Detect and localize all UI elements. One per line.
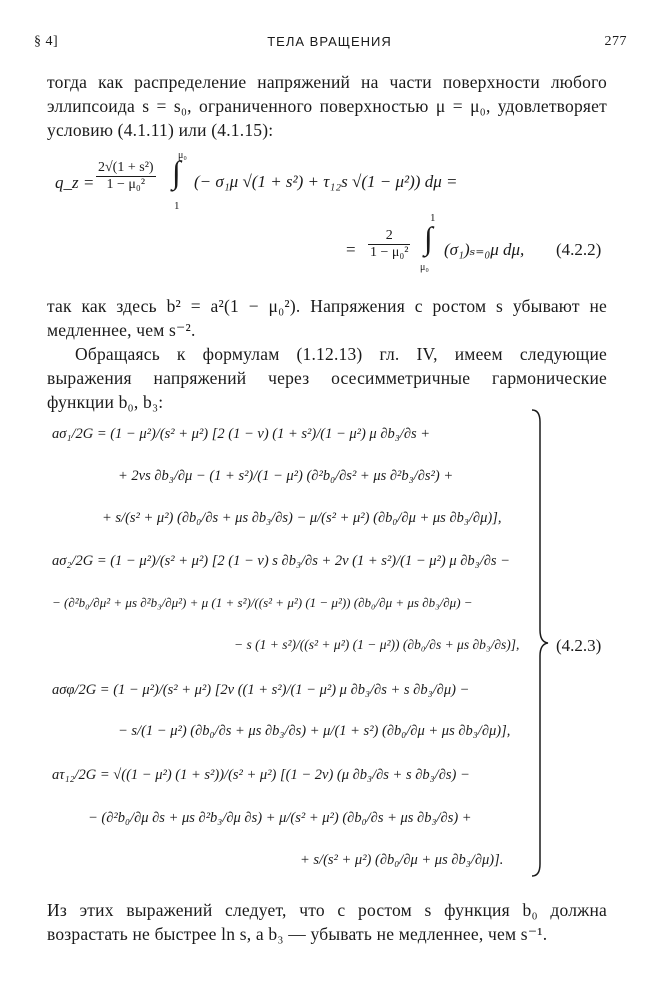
eq1-coeff-frac <box>96 160 156 193</box>
paragraph-intro: тогда как распределение напряжений на части поверхности любого эллипсоида s = s₀, ограниченного поверхностью μ = μ₀, удовлетворяет условию (4.1.11) или (4.1.15): <box>47 72 607 140</box>
eq1-int1-upper: μ₀ <box>178 150 187 161</box>
paragraph-conclusion: Из этих выражений следует, что с ростом s функция b₀ должна возрастать не быстрее ln s, а b₃ — убывать не медленнее, чем s⁻¹. <box>47 900 607 944</box>
eq2-line-3: + s/(s² + μ²) (∂b₀/∂s + μs ∂b₃/∂s) − μ/(s² + μ²) (∂b₀/∂μ + μs ∂b₃/∂μ)], <box>102 510 502 526</box>
running-title: ТЕЛА ВРАЩЕНИЯ <box>267 34 392 49</box>
eq1-line2-body: (σ₁)ₛ₌₀μ dμ, <box>444 240 525 259</box>
paragraph-harmonic-intro: Обращаясь к формулам (1.12.13) гл. IV, имеем следующие выражения напряжений через осесимметричные гармонические функции b₀, b₃: <box>47 344 607 412</box>
eq1-line2-eq: = <box>346 240 356 259</box>
eq1-number: (4.2.2) <box>556 240 602 259</box>
page-number: 277 <box>604 34 627 49</box>
eq1-line2-den: 1 − μ₀² <box>370 245 409 260</box>
eq2-brace <box>528 408 550 878</box>
eq2-line-6: − s (1 + s²)/((s² + μ²) (1 − μ²)) (∂b₀/∂s + μs ∂b₃/∂s)], <box>234 637 520 652</box>
eq1-line2-frac <box>368 228 410 261</box>
eq1-int1-lower: 1 <box>174 200 180 212</box>
eq1-integral-2: ∫ <box>424 220 433 256</box>
eq1-integral-1: ∫ <box>172 154 181 190</box>
eq2-line-11: + s/(s² + μ²) (∂b₀/∂μ + μs ∂b₃/∂μ)]. <box>300 852 504 868</box>
eq1-coeff-num: 2√(1 + s²) <box>98 160 154 175</box>
eq2-line-10: − (∂²b₀/∂μ ∂s + μs ∂²b₃/∂μ ∂s) + μ/(s² + μ²) (∂b₀/∂s + μs ∂b₃/∂s) + <box>88 810 472 826</box>
paragraph-stress-decay: так как здесь b² = a²(1 − μ₀²). Напряжения с ростом s убывают не медленнее, чем s⁻². <box>47 296 607 340</box>
eq1-int2-upper: 1 <box>430 212 436 224</box>
eq1-coeff-den: 1 − μ₀² <box>106 177 146 192</box>
eq2-line-4: aσ₂/2G = (1 − μ²)/(s² + μ²) [2 (1 − ν) s ∂b₃/∂s + 2ν (1 + s²)/(1 − μ²) μ ∂b₃/∂s − <box>52 553 510 569</box>
eq2-line-5: − (∂²b₀/∂μ² + μs ∂²b₃/∂μ²) + μ (1 + s²)/((s² + μ²) (1 − μ²)) (∂b₀/∂μ + μs ∂b₃/∂μ) − <box>52 595 473 610</box>
eq2-number: (4.2.3) <box>556 636 602 655</box>
eq1-lhs: q_z = <box>55 173 95 192</box>
eq1-line2-num: 2 <box>368 228 410 245</box>
eq2-line-1: aσ₁/2G = (1 − μ²)/(s² + μ²) [2 (1 − ν) (1 + s²)/(1 − μ²) μ ∂b₃/∂s + <box>52 426 431 442</box>
eq1-int2-lower: μ₀ <box>420 262 429 273</box>
eq2-line-8: − s/(1 − μ²) (∂b₀/∂s + μs ∂b₃/∂s) + μ/(1 + s²) (∂b₀/∂μ + μs ∂b₃/∂μ)], <box>118 723 511 739</box>
section-marker: § 4] <box>34 34 59 49</box>
eq1-line1-body: (− σ₁μ √(1 + s²) + τ₁₂s √(1 − μ²)) dμ = <box>194 172 458 191</box>
eq2-line-9: aτ₁₂/2G = √((1 − μ²) (1 + s²))/(s² + μ²) [(1 − 2ν) (μ ∂b₃/∂s + s ∂b₃/∂s) − <box>52 767 470 783</box>
eq2-line-7: aσφ/2G = (1 − μ²)/(s² + μ²) [2ν ((1 + s²)/(1 − μ²) μ ∂b₃/∂s + s ∂b₃/∂μ) − <box>52 682 470 698</box>
eq2-line-2: + 2νs ∂b₃/∂μ − (1 + s²)/(1 − μ²) (∂²b₀/∂s² + μs ∂²b₃/∂s²) + <box>118 468 454 484</box>
